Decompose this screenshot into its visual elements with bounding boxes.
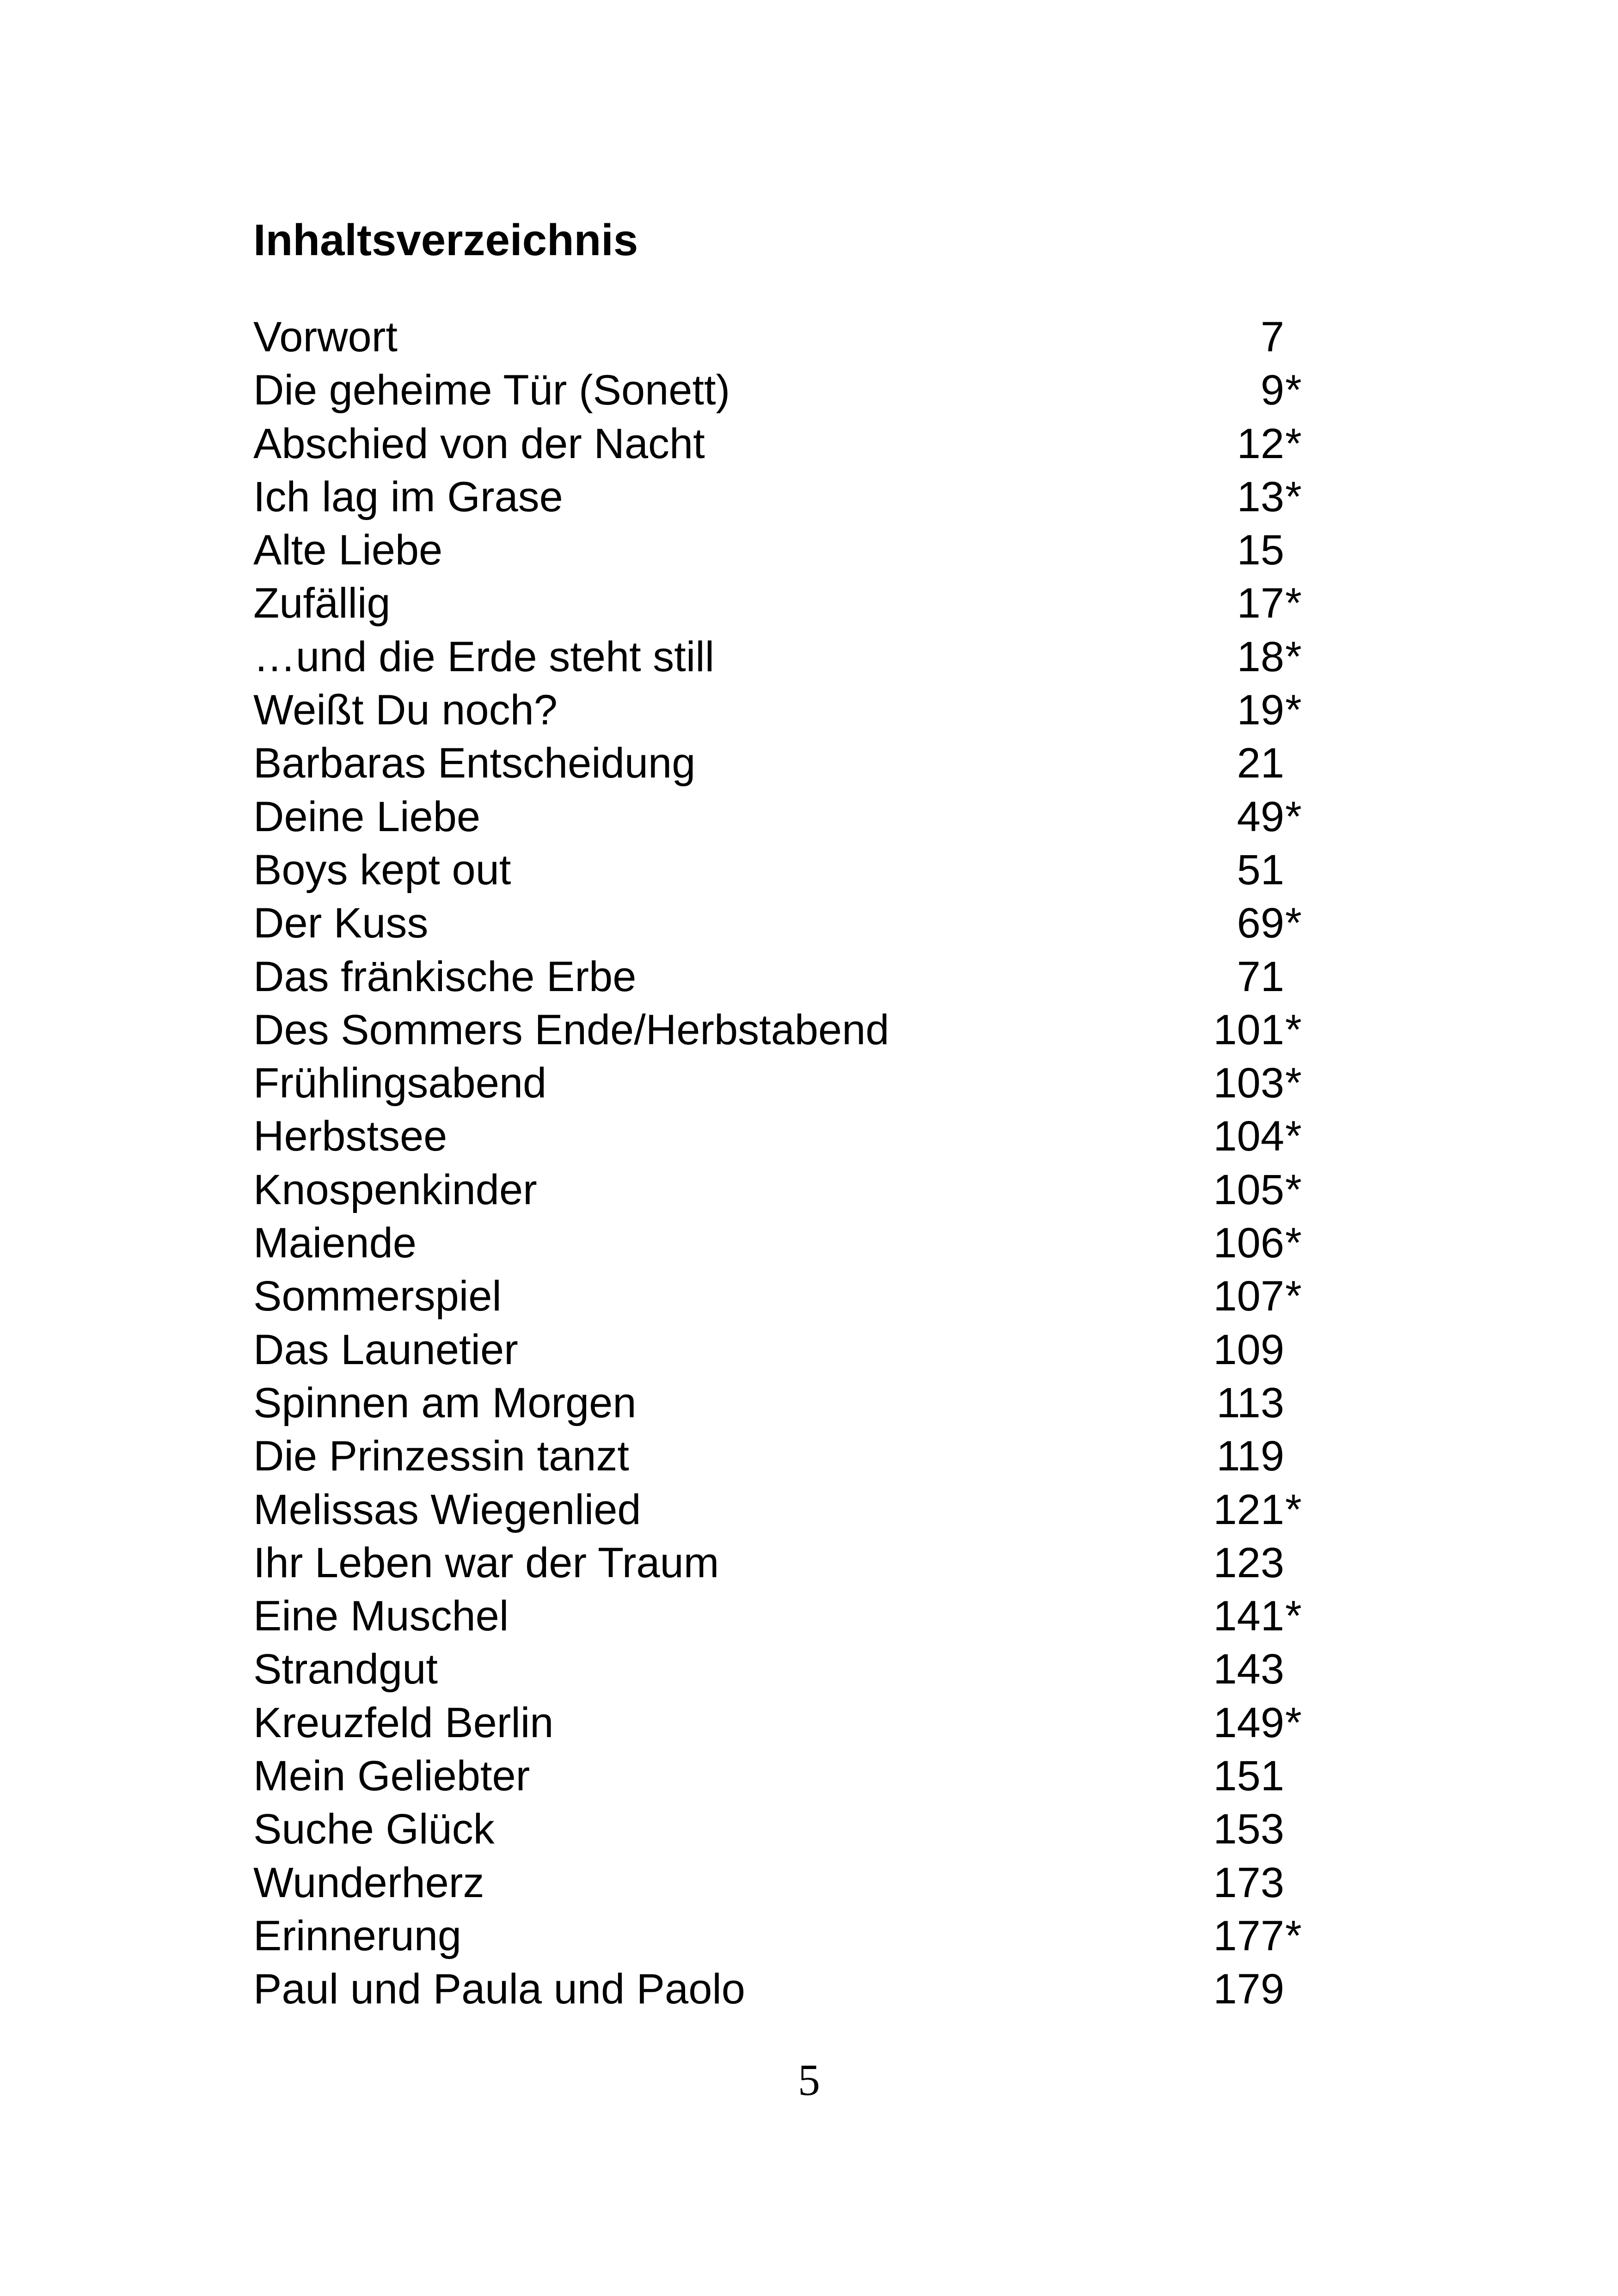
toc-entry-page: 149 [1213,1699,1284,1746]
toc-entry-title: Wunderherz [253,1859,484,1906]
toc-entry-title: Mein Geliebter [253,1752,530,1800]
toc-entry-page: 106 [1213,1219,1284,1267]
toc-entry-mark: * [1285,686,1302,734]
toc-entry-page: 123 [1213,1539,1284,1586]
toc-entry-title: Spinnen am Morgen [253,1379,637,1427]
toc-entry-page: 121 [1213,1486,1284,1533]
toc-entry [253,311,1317,364]
toc-entry [253,684,1317,737]
toc-entry-mark: * [1285,793,1302,840]
toc-entry-title: Eine Muschel [253,1592,509,1640]
toc-entry-page: 107 [1213,1273,1284,1320]
toc-entry-title: Boys kept out [253,846,511,894]
toc-entry-title: Herbstsee [253,1113,447,1160]
toc-entry [253,1803,1317,1856]
toc-entry-title: Der Kuss [253,900,429,947]
toc-entry-title: Sommerspiel [253,1273,502,1320]
toc-entry-page: 105 [1213,1166,1284,1213]
toc-entry-mark: * [1285,367,1302,414]
toc-entry [253,417,1317,471]
toc-entry [253,1963,1317,2016]
toc-entry-title: Kreuzfeld Berlin [253,1699,554,1746]
toc-entry-mark: * [1285,1486,1302,1533]
toc-entry-page: 101 [1213,1006,1284,1053]
toc-entry-page: 177 [1213,1912,1284,1959]
toc-entry-title: Weißt Du noch? [253,686,558,734]
toc-entry-page: 109 [1213,1326,1284,1373]
toc-entry [253,631,1317,684]
toc-entry-mark: * [1285,1699,1302,1746]
toc-entry-page: 15 [1237,527,1284,574]
toc-entry-page: 71 [1237,953,1284,1000]
toc-entry [253,1537,1317,1590]
toc-entry-page: 18 [1237,633,1284,680]
toc-entry-page: 153 [1213,1806,1284,1853]
toc-entry-title: …und die Erde steht still [253,633,715,680]
toc-entry [253,1856,1317,1910]
toc-entry [253,897,1317,950]
toc-entry-title: Deine Liebe [253,793,481,840]
toc-entry-mark: * [1285,1006,1302,1053]
toc-entry [253,950,1317,1004]
toc-entry-title: Das fränkische Erbe [253,953,637,1000]
toc-entry-page: 51 [1237,846,1284,894]
toc-entry-mark: * [1285,1166,1302,1213]
toc-entry-page: 19 [1237,686,1284,734]
toc-entry-title: Frühlingsabend [253,1059,547,1107]
toc-entry [253,1057,1317,1110]
toc-entry-page: 141 [1213,1592,1284,1640]
toc-entry-mark: * [1285,1273,1302,1320]
toc-entry-title: Alte Liebe [253,527,443,574]
toc-entry-page: 21 [1237,740,1284,787]
toc-entry [253,1483,1317,1537]
toc-entry-page: 173 [1213,1859,1284,1906]
toc-entry-page: 113 [1216,1379,1284,1427]
toc-entry-title: Abschied von der Nacht [253,420,705,467]
toc-entry [253,471,1317,524]
toc-entry [253,1750,1317,1803]
toc-entry [253,1270,1317,1323]
toc-entry [253,737,1317,790]
toc-entry [253,577,1317,630]
toc-entry [253,364,1317,417]
toc-entry [253,1910,1317,1963]
toc-entry-page: 17 [1237,580,1284,627]
toc-entry-title: Strandgut [253,1646,438,1693]
toc-entry-mark: * [1285,473,1302,520]
toc-entry-mark: * [1285,1059,1302,1107]
toc-entry-page: 103 [1213,1059,1284,1107]
toc-entry [253,1377,1317,1430]
toc-entry-title: Erinnerung [253,1912,462,1959]
toc-entry-mark: * [1285,1912,1302,1959]
toc-entry-page: 9 [1260,367,1284,414]
toc-entry-page: 7 [1260,313,1284,361]
toc-entry-page: 143 [1213,1646,1284,1693]
toc-entry-mark: * [1285,633,1302,680]
toc-entry-title: Zufällig [253,580,391,627]
toc-entry-page: 151 [1213,1752,1284,1800]
toc-entry-title: Die Prinzessin tanzt [253,1433,629,1480]
toc-entry [253,1217,1317,1270]
toc-entry [253,1430,1317,1483]
toc-entry [253,844,1317,897]
toc-heading: Inhaltsverzeichnis [253,215,638,265]
toc-entry-title: Ihr Leben war der Traum [253,1539,719,1586]
toc-entry-title: Melissas Wiegenlied [253,1486,641,1533]
toc-entry-page: 69 [1237,900,1284,947]
toc-entry-mark: * [1285,420,1302,467]
toc-entry [253,1696,1317,1750]
toc-entry [253,1110,1317,1163]
page-number: 5 [798,2055,820,2105]
toc-entry-title: Paul und Paula und Paolo [253,1965,745,2013]
toc-entry [253,790,1317,844]
toc-entry-title: Des Sommers Ende/Herbstabend [253,1006,889,1053]
toc-entry-page: 179 [1213,1965,1284,2013]
toc-entry [253,1004,1317,1057]
toc-list [253,311,1317,2016]
toc-entry-mark: * [1285,1113,1302,1160]
toc-entry [253,1590,1317,1643]
toc-entry-title: Suche Glück [253,1806,495,1853]
toc-entry-page: 49 [1237,793,1284,840]
toc-entry [253,524,1317,577]
toc-entry-page: 12 [1237,420,1284,467]
toc-entry-title: Ich lag im Grase [253,473,563,520]
toc-entry [253,1643,1317,1696]
toc-entry-mark: * [1285,900,1302,947]
toc-entry [253,1163,1317,1217]
toc-entry-page: 119 [1216,1433,1284,1480]
toc-entry-page: 13 [1237,473,1284,520]
toc-entry-title: Das Launetier [253,1326,518,1373]
toc-entry-mark: * [1285,1219,1302,1267]
toc-entry-title: Die geheime Tür (Sonett) [253,367,730,414]
toc-entry-mark: * [1285,580,1302,627]
toc-entry-page: 104 [1213,1113,1284,1160]
toc-entry-title: Barbaras Entscheidung [253,740,696,787]
toc-entry-title: Vorwort [253,313,398,361]
toc-entry-title: Maiende [253,1219,417,1267]
toc-entry-mark: * [1285,1592,1302,1640]
toc-entry-title: Knospenkinder [253,1166,537,1213]
toc-entry [253,1323,1317,1377]
